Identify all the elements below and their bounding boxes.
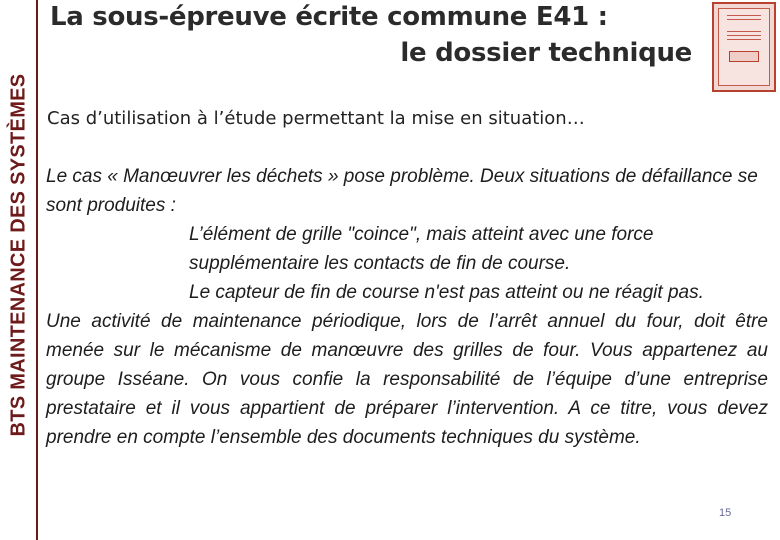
sidebar	[0, 0, 38, 540]
thumbnail-text-line	[727, 15, 761, 16]
intro-paragraph: Le cas « Manœuvrer les déchets » pose problème. Deux situations de défaillance se sont produites :	[46, 166, 758, 216]
subtitle: Cas d’utilisation à l’étude permettant la mise en situation…	[47, 108, 585, 129]
thumbnail-text-line	[727, 35, 761, 36]
thumbnail-text-line	[727, 39, 761, 40]
page-title-line1: La sous-épreuve écrite commune E41 :	[50, 2, 608, 32]
failure-item-1: L’élément de grille "coince", mais atteint avec une force supplémentaire les contacts de fin de course.	[189, 224, 654, 274]
page-title-line2: le dossier technique	[400, 38, 692, 68]
failure-item-2: Le capteur de fin de course n'est pas atteint ou ne réagit pas.	[189, 282, 704, 303]
thumbnail-text-line	[727, 31, 761, 32]
sidebar-label: BTS MAINTENANCE DES SYSTÈMES	[7, 73, 30, 437]
thumbnail-title-box	[729, 51, 759, 62]
document-thumbnail	[712, 2, 776, 92]
page-number: 15	[719, 507, 732, 519]
maintenance-paragraph: Une activité de maintenance périodique, lors de l’arrêt annuel du four, doit être menée sur le mécanisme de manœuvre des grilles de four. Vous appartenez au groupe Isséane. On vous confie la responsabilité de l’équipe d’une entreprise prestataire et il vous appartient de préparer l’intervention. A ce titre, vous devez prendre en compte l’ensemble des documents techniques du système.	[46, 311, 768, 448]
body-text	[46, 162, 768, 452]
thumbnail-text-line	[727, 19, 761, 20]
sidebar-divider	[36, 0, 38, 540]
thumbnail-frame	[718, 8, 770, 86]
